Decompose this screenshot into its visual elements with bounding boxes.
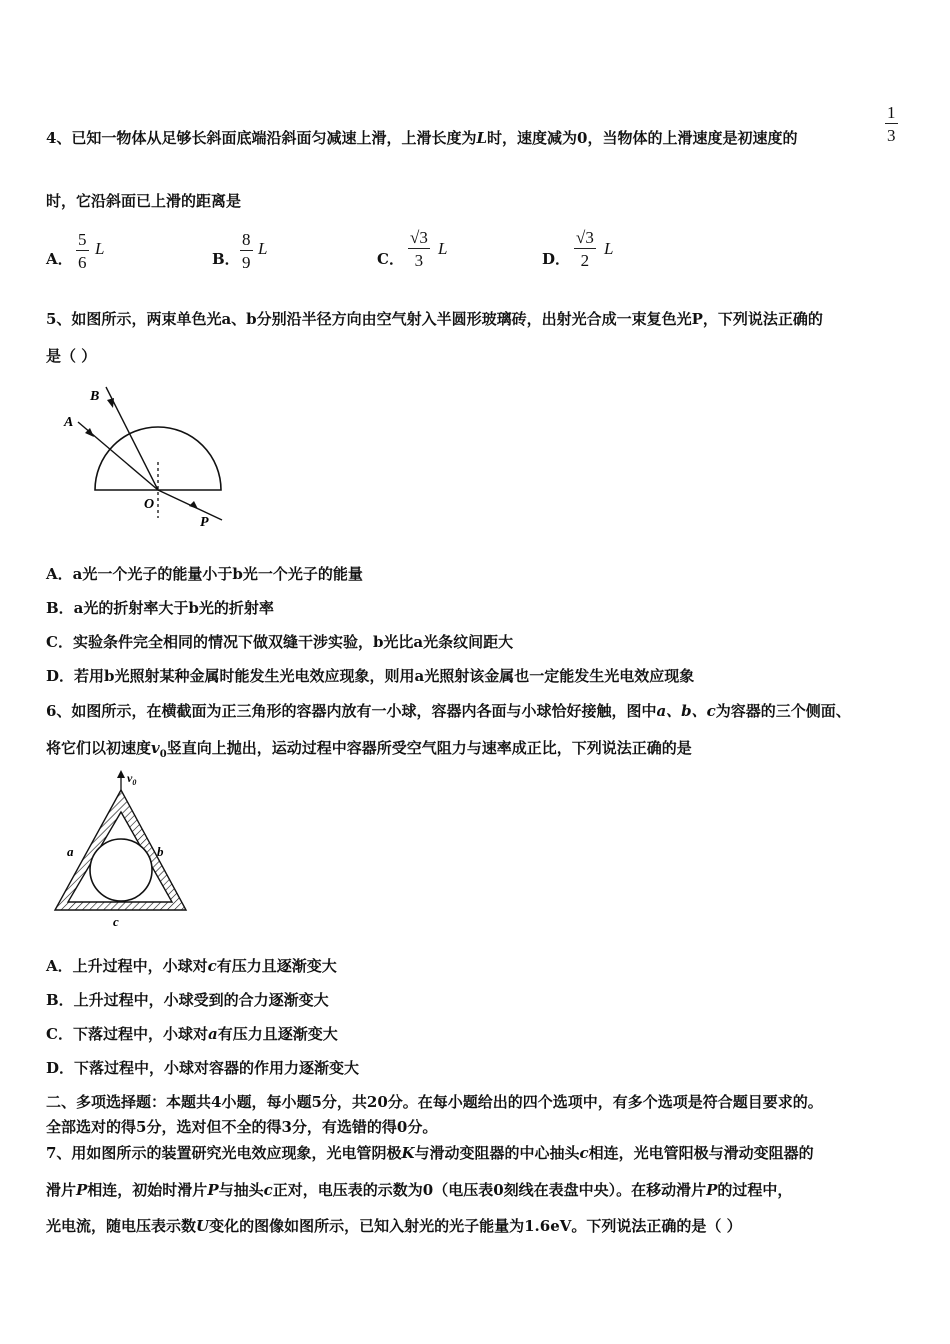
label-a: A <box>64 415 74 430</box>
q7-l2-a: 滑片 <box>46 1181 77 1199</box>
q4-option-c-num: √3 <box>410 228 428 247</box>
q4-text-b: 时，速度减为0，当物体的上滑速度是初速度的 <box>487 129 798 147</box>
q6-line2 <box>46 737 692 760</box>
q4-ratio-num: 1 <box>887 103 896 122</box>
q6-line2-b: 竖直向上抛出，运动过程中容器所受空气阻力与速率成正比，下列说法正确的是 <box>166 739 692 757</box>
q7-l1-a: 7、用如图所示的装置研究光电效应现象，光电管阴极 <box>46 1144 402 1162</box>
q6-line2-a: 将它们以初速度 <box>46 739 152 757</box>
q4-option-a-den: 6 <box>78 253 87 272</box>
q7-l3-b: 变化的图像如图所示，已知入射光的光子能量为1.6eV。下列说法正确的是（ ） <box>209 1217 742 1235</box>
q4-ratio-fraction <box>885 104 898 144</box>
q7-var-p1: P <box>76 1181 88 1199</box>
q6-option-c-pre: C．下落过程中，小球对 <box>46 1025 208 1043</box>
q6-option-a <box>46 955 337 976</box>
q7-l1-d: 相连，光电管阳极与滑动变阻器的 <box>588 1144 814 1162</box>
q4-option-c-var: L <box>438 239 448 258</box>
q5-option-c: C．实验条件完全相同的情况下做双缝干涉实验，b光比a光条纹间距大 <box>46 633 514 651</box>
q4-option-c-label: C． <box>377 250 404 268</box>
q7-var-p2: P <box>207 1181 219 1199</box>
q4-ratio-den: 3 <box>887 126 896 145</box>
label-b: B <box>90 389 100 404</box>
q7-l2-d: 正对，电压表的示数为0（电压表0刻线在表盘中央）。在移动滑片 <box>272 1181 707 1199</box>
q7-var-u: U <box>196 1217 210 1235</box>
q6-line1-vars: a、b、c <box>656 702 716 720</box>
q4-option-b-var: L <box>258 239 268 258</box>
q4-text-a: 4、已知一物体从足够长斜面底端沿斜面匀减速上滑，上滑长度为 <box>46 129 477 147</box>
section2-line2: 全部选对的得5分，选对但不全的得3分，有选错的得0分。 <box>46 1118 438 1136</box>
q4-option-c-den: 3 <box>414 251 424 270</box>
section2-line1: 二、多项选择题：本题共4小题，每小题5分，共20分。在每小题给出的四个选项中，有多个选项是符合题目要求的。 <box>46 1093 823 1111</box>
q4-option-a-fraction <box>76 231 89 271</box>
q6-option-a-post: 有压力且逐渐变大 <box>216 957 337 975</box>
q4-option-b-num: 8 <box>242 230 251 249</box>
q6-line1-b: 为容器的三个侧面、 <box>715 702 851 720</box>
q6-option-a-var: c <box>207 957 217 975</box>
q7-line3 <box>46 1215 742 1236</box>
q7-var-p3: P <box>706 1181 718 1199</box>
q7-var-c2: c <box>263 1181 273 1199</box>
q7-var-c: c <box>579 1144 589 1162</box>
q7-line2 <box>46 1179 792 1200</box>
q4-option-d-fraction <box>574 229 596 269</box>
q6-line1 <box>46 700 851 721</box>
q4-option-b-fraction <box>240 231 253 271</box>
q6-triangle-figure <box>45 770 215 935</box>
q4-option-b-den: 9 <box>242 253 251 272</box>
ray-b-arrow <box>107 398 114 408</box>
q5-option-b: B．a光的折射率大于b光的折射率 <box>46 599 274 617</box>
q7-l2-e: 的过程中， <box>717 1181 793 1199</box>
q4-line2: 时，它沿斜面已上滑的距离是 <box>46 192 242 210</box>
q5-option-d: D．若用b光照射某种金属时能发生光电效应现象，则用a光照射该金属也一定能发生光电效应现象 <box>46 667 695 685</box>
q6-option-c-post: 有压力且逐渐变大 <box>217 1025 338 1043</box>
label-c-side: c <box>113 914 119 929</box>
q6-option-b-pre: B．上升过程中，小球受到的合力逐渐变大 <box>46 991 329 1009</box>
label-p: P <box>200 515 209 530</box>
q4-option-d-num: √3 <box>576 228 594 247</box>
q4-option-a-label: A． <box>46 250 73 268</box>
q6-option-c-var: a <box>207 1025 218 1043</box>
q6-option-b <box>46 989 329 1010</box>
q4-line1 <box>46 127 797 148</box>
q7-l2-c: 与抽头 <box>218 1181 264 1199</box>
q5-semicircle-figure <box>50 380 240 540</box>
q7-line1 <box>46 1142 814 1163</box>
q4-option-c-fraction <box>408 229 430 269</box>
label-v0: $v_0$ <box>127 771 137 787</box>
q4-option-d-var: L <box>604 239 614 258</box>
q6-v0-sub: 0 <box>159 749 167 760</box>
q4-var-L: L <box>476 129 487 147</box>
q4-option-d-den: 2 <box>580 251 590 270</box>
q6-option-a-pre: A．上升过程中，小球对 <box>46 957 208 975</box>
q7-l2-b: 相连，初始时滑片 <box>87 1181 208 1199</box>
q6-v0: v <box>151 739 160 757</box>
q6-option-d-pre: D．下落过程中，小球对容器的作用力逐渐变大 <box>46 1059 360 1077</box>
label-o: O <box>144 497 155 512</box>
label-b-side: b <box>157 844 164 859</box>
velocity-arrowhead <box>117 770 125 778</box>
q7-l3-a: 光电流，随电压表示数 <box>46 1217 197 1235</box>
ray-p-arrow <box>189 501 198 509</box>
q4-option-b-label: B． <box>212 250 240 268</box>
q5-line2: 是（ ） <box>46 347 97 365</box>
q6-line1-a: 6、如图所示，在横截面为正三角形的容器内放有一小球，容器内各面与小球恰好接触，图中 <box>46 702 657 720</box>
q4-option-a-var: L <box>95 239 105 258</box>
q7-var-k: K <box>401 1144 415 1162</box>
q5-option-a: A．a光一个光子的能量小于b光一个光子的能量 <box>46 565 363 583</box>
q5-line1: 5、如图所示，两束单色光a、b分别沿半径方向由空气射入半圆形玻璃砖，出射光合成一束复色光P，下列说法正确的 <box>46 310 823 328</box>
q6-option-d <box>46 1057 359 1078</box>
q6-option-c <box>46 1023 338 1044</box>
q4-option-a-num: 5 <box>78 230 87 249</box>
ray-b <box>106 387 158 490</box>
ball <box>90 839 152 901</box>
q7-l1-b: 与滑动变阻器的中心抽头 <box>414 1144 580 1162</box>
label-a-side: a <box>67 844 74 859</box>
q4-option-d-label: D． <box>542 250 571 268</box>
